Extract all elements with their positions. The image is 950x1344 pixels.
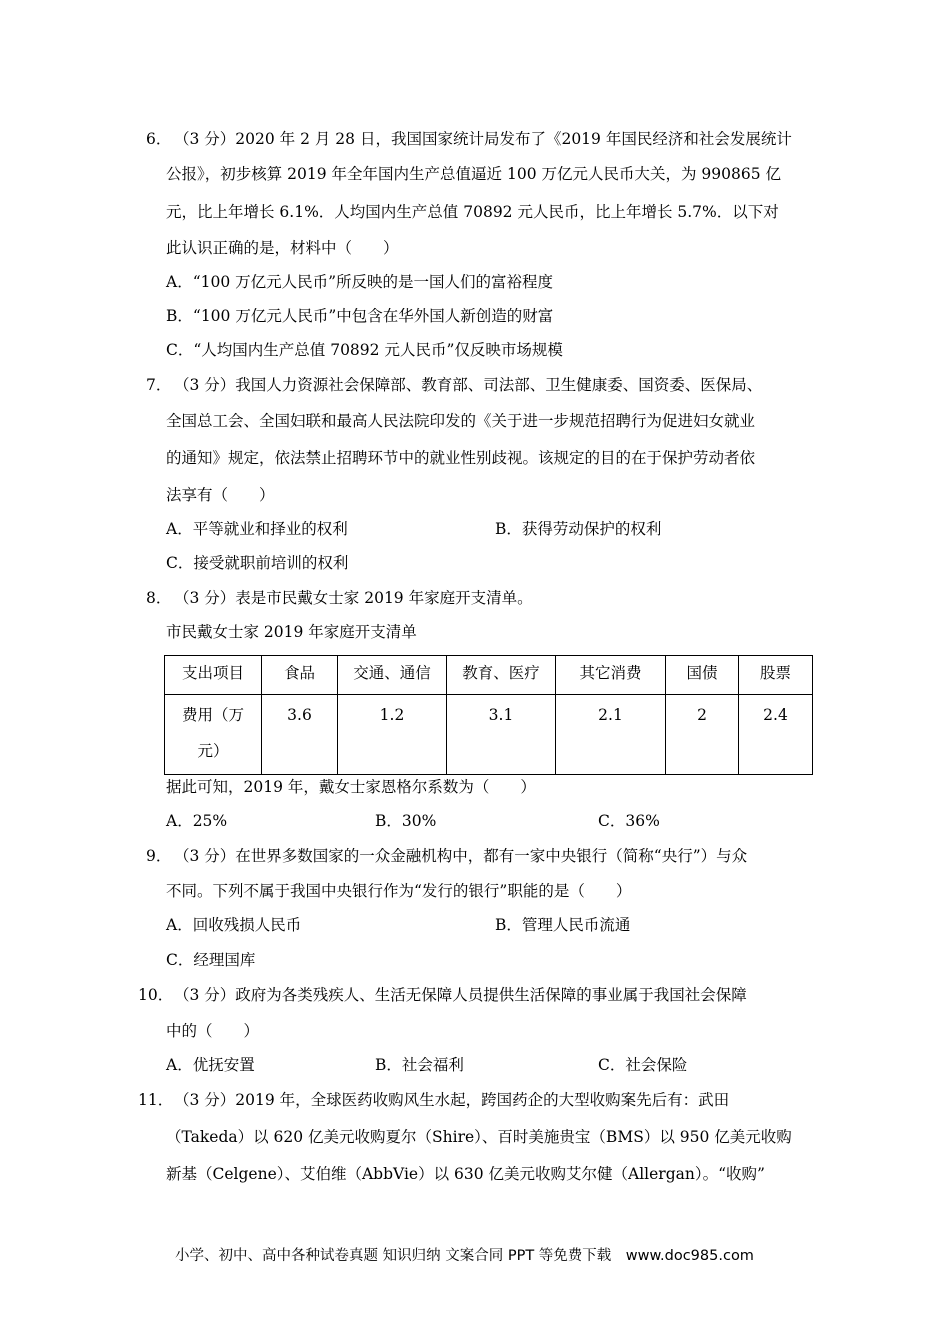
q9-option-c: C．经理国库 [166,951,256,969]
table-cell: 3.6 [262,695,338,775]
page-footer[interactable]: 小学、初中、高中各种试卷真题 知识归纳 文案合同 PPT 等免费下载 www.doc985.com [175,1248,754,1264]
q6-option-c: C．“人均国内生产总值 70892 元人民币”仅反映市场规模 [166,341,563,359]
q7-line-2: 全国总工会、全国妇联和最高人民法院印发的《关于进一步规范招聘行为促进妇女就业 [166,412,756,430]
expense-table [164,655,813,775]
q9-line-2: 不同。下列不属于我国中央银行作为“发行的银行”职能的是（ ） [166,882,632,900]
q10-line-2: 中的（ ） [166,1022,260,1040]
table-header-row [165,656,813,695]
q8-after: 据此可知，2019 年，戴女士家恩格尔系数为（ ） [166,778,536,796]
table-header-cell: 股票 [739,656,813,695]
q11-number: 11． [138,1091,174,1109]
q9-option-b: B．管理人民币流通 [495,916,631,934]
row-label-line-2: 元） [197,742,229,760]
q8-line-1: （3 分）表是市民戴女士家 2019 年家庭开支清单。 [174,589,533,607]
q8-option-a: A．25% [166,812,228,830]
q7-option-b: B．获得劳动保护的权利 [495,520,662,538]
q10-option-c: C．社会保险 [598,1056,688,1074]
q10-option-a: A．优抚安置 [166,1056,255,1074]
table-cell: 2.1 [556,695,666,775]
table-caption: 市民戴女士家 2019 年家庭开支清单 [166,623,417,641]
table-row [165,695,813,775]
table-header-cell: 其它消费 [556,656,666,695]
q9-option-a: A．回收残损人民币 [166,916,302,934]
q7-line-1: （3 分）我国人力资源社会保障部、教育部、司法部、卫生健康委、国资委、医保局、 [174,376,763,394]
q7-line-4: 法享有（ ） [166,486,275,504]
q7-option-a: A．平等就业和择业的权利 [166,520,348,538]
q6-line-2: 公报》，初步核算 2019 年全年国内生产总值逼近 100 万亿元人民币大关，为 990865 亿 [166,165,782,183]
q8-option-c: C．36% [598,812,660,830]
q8-option-b: B．30% [375,812,437,830]
q9-line-1: （3 分）在世界多数国家的一众金融机构中，都有一家中央银行（简称“央行”）与众 [174,847,748,865]
q6-line-3: 元，比上年增长 6.1%．人均国内生产总值 70892 元人民币，比上年增长 5.7%．以下对 [166,203,779,221]
q6-number: 6． [146,130,172,148]
q6-line-4: 此认识正确的是，材料中（ ） [166,239,399,257]
table-header-cell: 教育、医疗 [447,656,556,695]
q7-line-3: 的通知》规定，依法禁止招聘环节中的就业性别歧视。该规定的目的在于保护劳动者依 [166,449,756,467]
table-cell: 2 [666,695,739,775]
q10-option-b: B．社会福利 [375,1056,464,1074]
q6-option-a: A．“100 万亿元人民币”所反映的是一国人们的富裕程度 [166,273,554,291]
q10-line-1: （3 分）政府为各类残疾人、生活无保障人员提供生活保障的事业属于我国社会保障 [174,986,747,1004]
row-label-line-1: 费用（万 [181,706,244,724]
q10-number: 10． [138,986,174,1004]
q9-number: 9． [146,847,172,865]
q11-line-3: 新基（Celgene）、艾伯维（AbbVie）以 630 亿美元收购艾尔健（Allergan）。“收购” [166,1165,765,1183]
table-header-cell: 交通、通信 [338,656,447,695]
q7-number: 7． [146,376,172,394]
table-header-cell: 支出项目 [165,656,262,695]
q8-number: 8． [146,589,172,607]
q6-line-1: （3 分）2020 年 2 月 28 日，我国国家统计局发布了《2019 年国民经济和社会发展统计 [174,130,792,148]
table-header-cell: 国债 [666,656,739,695]
table-header-cell: 食品 [262,656,338,695]
table-cell: 2.4 [739,695,813,775]
q7-option-c: C．接受就职前培训的权利 [166,554,349,572]
table-row-label [165,695,262,775]
q6-option-b: B．“100 万亿元人民币”中包含在华外国人新创造的财富 [166,307,554,325]
q11-line-1: （3 分）2019 年，全球医药收购风生水起，跨国药企的大型收购案先后有：武田 [174,1091,730,1109]
table-cell: 1.2 [338,695,447,775]
table-cell: 3.1 [447,695,556,775]
q11-line-2: （Takeda）以 620 亿美元收购夏尔（Shire）、百时美施贵宝（BMS）以 950 亿美元收购 [166,1128,792,1146]
